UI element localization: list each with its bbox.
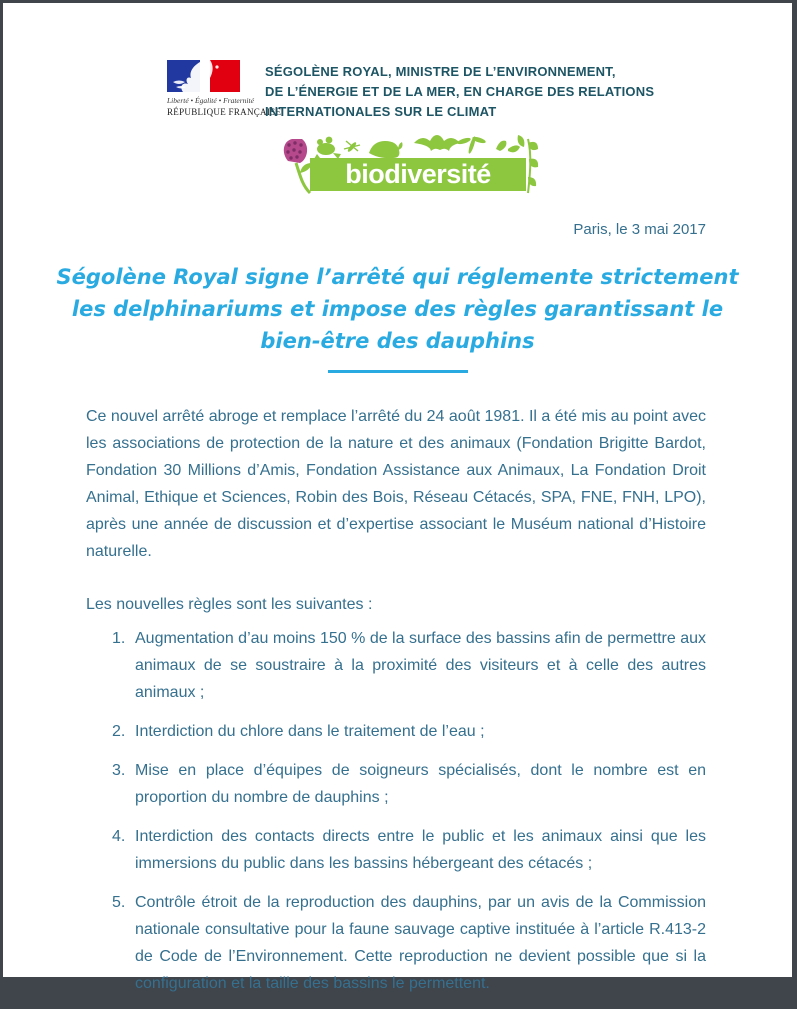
rule-text: Contrôle étroit de la reproduction des dauphins, par un avis de la Commission nationale consultative pour la faune sauvage captive instituée à l’article R.413-2 de Code de l’Environnement. Cette reproduction ne devient possible que si la configuration et la taille des bassins le permettent. xyxy=(135,894,706,992)
rule-text: Mise en place d’équipes de soigneurs spécialisés, dont le nombre est en proportion du nombre de dauphins ; xyxy=(135,762,706,806)
rule-item-5 xyxy=(86,889,706,997)
french-flag-icon xyxy=(167,60,251,92)
flag-red-panel xyxy=(210,60,240,92)
rule-item-1 xyxy=(86,625,706,706)
rule-number: 1. xyxy=(112,630,126,647)
document-body xyxy=(86,403,706,1009)
biodiversite-text: biodiversité xyxy=(345,159,491,189)
ministry-line-3: INTERNATIONALES SUR LE CLIMAT xyxy=(265,104,497,119)
document-page xyxy=(3,3,792,992)
press-release-title xyxy=(3,261,792,357)
rule-item-2 xyxy=(86,718,706,745)
flag-blue-panel xyxy=(167,60,200,92)
marianne-silhouette-icon xyxy=(167,60,200,92)
rule-text: Interdiction du chlore dans le traitement de l’eau ; xyxy=(135,723,485,740)
rule-number: 4. xyxy=(112,828,126,845)
republic-text: RÉPUBLIQUE FRANÇAISE xyxy=(167,107,282,117)
ministry-header xyxy=(265,62,654,122)
rule-number: 2. xyxy=(112,723,126,740)
rule-number: 3. xyxy=(112,762,126,779)
title-line-3: bien-être des dauphins xyxy=(260,329,535,353)
intro-paragraph: Ce nouvel arrêté abroge et remplace l’arrêté du 24 août 1981. Il a été mis au point avec les associations de protection de la nature et des animaux (Fondation Brigitte Bardot, Fondation 30 Millions d’Amis, Fondation Assistance aux Animaux, La Fondation Droit Animal, Ethique et Sciences, Robin des Bois, Réseau Cétacés, SPA, FNE, FNH, LPO), après une année de discussion et d’expertise associant le Muséum national d’Histoire naturelle. xyxy=(86,408,706,560)
rule-item-3 xyxy=(86,757,706,811)
rule-item-4 xyxy=(86,823,706,877)
title-divider xyxy=(328,370,468,373)
republique-francaise-logo xyxy=(167,60,282,117)
fritillary-flower-icon xyxy=(280,133,314,199)
fauna-flora-silhouettes-icon xyxy=(314,131,526,161)
rule-text: Augmentation d’au moins 150 % de la surface des bassins afin de permettre aux animaux de se soustraire à la proximité des visiteurs et à celle des autres animaux ; xyxy=(135,630,706,701)
motto-text: Liberté • Égalité • Fraternité xyxy=(167,96,254,105)
rules-list-intro: Les nouvelles règles sont les suivantes : xyxy=(86,596,373,613)
biodiversite-logo xyxy=(280,131,538,201)
marianne-face-icon xyxy=(210,60,240,92)
rule-number: 5. xyxy=(112,894,126,911)
title-line-1: Ségolène Royal signe l’arrêté qui réglemente strictement xyxy=(56,265,739,289)
title-line-2: les delphinariums et impose des règles garantissant le xyxy=(71,297,724,321)
ministry-line-2: DE L’ÉNERGIE ET DE LA MER, EN CHARGE DES RELATIONS xyxy=(265,84,655,99)
biodiversite-banner xyxy=(310,158,526,191)
rule-text: Interdiction des contacts directs entre le public et les animaux ainsi que les immersions du public dans les bassins hébergeant des cétacés ; xyxy=(135,828,706,872)
dateline: Paris, le 3 mai 2017 xyxy=(573,221,706,238)
ministry-line-1: SÉGOLÈNE ROYAL, MINISTRE DE L’ENVIRONNEMENT, xyxy=(265,64,616,79)
